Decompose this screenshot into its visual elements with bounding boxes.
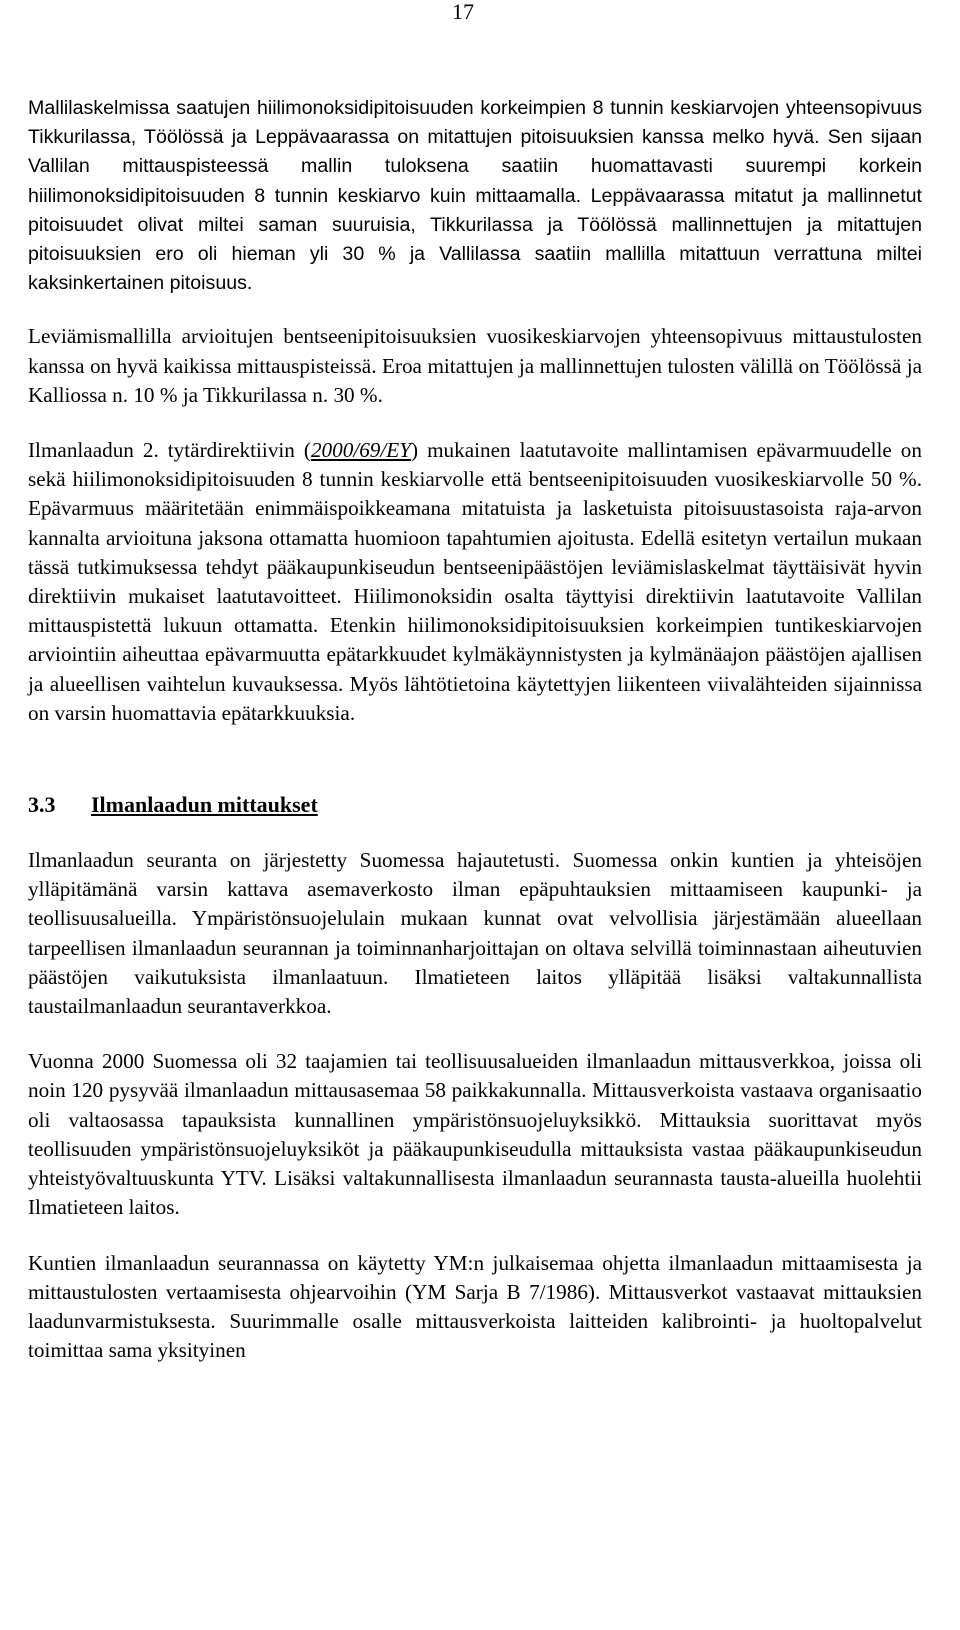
spacer — [28, 820, 922, 846]
spacer — [28, 1223, 922, 1249]
paragraph-co-model-comparison: Mallilaskelmissa saatujen hiilimonoksidipitoisuuden korkeimpien 8 tunnin keskiarvojen yhteensopivuus Tikkurilassa, Töölössä ja Leppävaarassa on mitattujen pitoisuuksien kanssa melko hyvä. Sen sijaan Vallilan mittauspisteessä mallin tuloksena saatiin huomattavasti suurempi korkein hiilimonoksidipitoisuuden 8 tunnin keskiarvo kuin mittaamalla. Leppävaarassa mitatut ja mallinnetut pitoisuudet olivat miltei saman suuruisia, Tikkurilassa ja Töölössä mallinnettujen ja mitattujen pitoisuuksien ero oli hieman yli 30 % ja Vallilassa saatiin mallilla mitattuun verrattuna miltei kaksinkertainen pitoisuus. — [28, 97, 922, 295]
paragraph-directive-uncertainty — [28, 436, 922, 728]
directive-body-text: ) mukainen laatutavoite mallintamisen epävarmuudelle on sekä hiilimonoksidipitoisuuden 8 tunnin keskiarvolle että bentseenipitoisuuden vuosikeskiarvolle 50 %. Epävarmuus määritetään enimmäispoikkeamana mitatuista ja lasketuista pitoisuustasoista raja-arvon kannalta arvioituna jaksona ottamatta huomioon tapahtumien ajoitusta. Edellä esitetyn vertailun mukaan tässä tutkimuksessa tehdyt pääkaupunkiseudun bentseenipäästöjen leviämislaskelmat täyttäisivät hyvin direktiivin mukaiset laatutavoitteet. Hiilimonoksidin osalta täyttyisi direktiivin laatutavoite Vallilan mittauspistettä lukuun ottamatta. Etenkin hiilimonoksidipitoisuuksien korkeimpien tuntikeskiarvojen arviointiin aiheuttaa epävarmuutta epätarkkuudet kylmäkäynnistysten ja kylmänäajon päästöjen ajallisen ja alueellisen vaihtelun kuvauksessa. Myös lähtötietoina käytettyjen liikenteen viivalähteiden sijainnissa on varsin huomattavia epätarkkuuksia. — [28, 438, 922, 725]
document-body — [28, 94, 922, 1365]
directive-reference-link[interactable]: 2000/69/EY — [310, 438, 412, 463]
paragraph-monitoring-organisation: Ilmanlaadun seuranta on järjestetty Suomessa hajautetusti. Suomessa onkin kuntien ja yhteisöjen ylläpitämänä varsin kattava asemaverkosto ilman epäpuhtauksien mittaamiseen kaupunki- ja teollisuusalueilla. Ympäristönsuojelulain mukaan kunnat ovat velvollisia järjestämään alueellaan tarpeellisen ilmanlaadun seurannan ja toiminnanharjoittajan on oltava selvillä toiminnastaan aiheutuvien päästöjen vaikutuksista ilmanlaatuun. Ilmatieteen laitos ylläpitää lisäksi valtakunnallista taustailmanlaadun seurantaverkkoa. — [28, 848, 922, 1019]
section-title: Ilmanlaadun mittaukset — [91, 792, 318, 818]
spacer — [28, 298, 922, 322]
section-number: 3.3 — [28, 792, 56, 818]
spacer — [28, 410, 922, 436]
directive-intro-text: Ilmanlaadun 2. tytärdirektiivin ( — [28, 438, 311, 463]
paragraph-benzene-comparison: Leviämismallilla arvioitujen bentseenipitoisuuksien vuosikeskiarvojen yhteensopivuus mittaustulosten kanssa on hyvä kaikissa mittauspisteissä. Eroa mitattujen ja mallinnettujen tulosten välillä on Töölössä ja Kalliossa n. 10 % ja Tikkurilassa n. 30 %. — [28, 324, 922, 407]
paragraph-monitoring-networks: Vuonna 2000 Suomessa oli 32 taajamien tai teollisuusalueiden ilmanlaadun mittausverkkoa, joissa oli noin 120 pysyvää ilmanlaadun mittausasemaa 58 paikkakunnalla. Mittausverkoista vastaava organisaatio oli valtaosassa tapauksista kunnallinen ympäristönsuojeluyksikkö. Mittauksia suorittavat myös teollisuuden ympäristönsuojeluyksiköt ja pääkaupunkiseudulla mittauksista vastaa pääkaupunkiseudun yhteistyövaltuuskunta YTV. Lisäksi valtakunnallisesta ilmanlaadun seurannasta tausta-alueilla huolehtii Ilmatieteen laitos. — [28, 1049, 922, 1220]
spacer — [28, 728, 922, 790]
paragraph-monitoring-guidelines: Kuntien ilmanlaadun seurannassa on käytetty YM:n julkaisemaa ohjetta ilmanlaadun mittaamisesta ja mittaustulosten vertaamisesta ohjearvoihin (YM Sarja B 7/1986). Mittausverkot vastaavat mittauksien laadunvarmistuksesta. Suurimmalle osalle mittausverkoista laitteiden kalibrointi- ja huoltopalvelut toimittaa sama yksityinen — [28, 1250, 922, 1363]
page-number: 17 — [452, 0, 474, 24]
spacer — [28, 1021, 922, 1047]
section-heading — [28, 790, 922, 820]
